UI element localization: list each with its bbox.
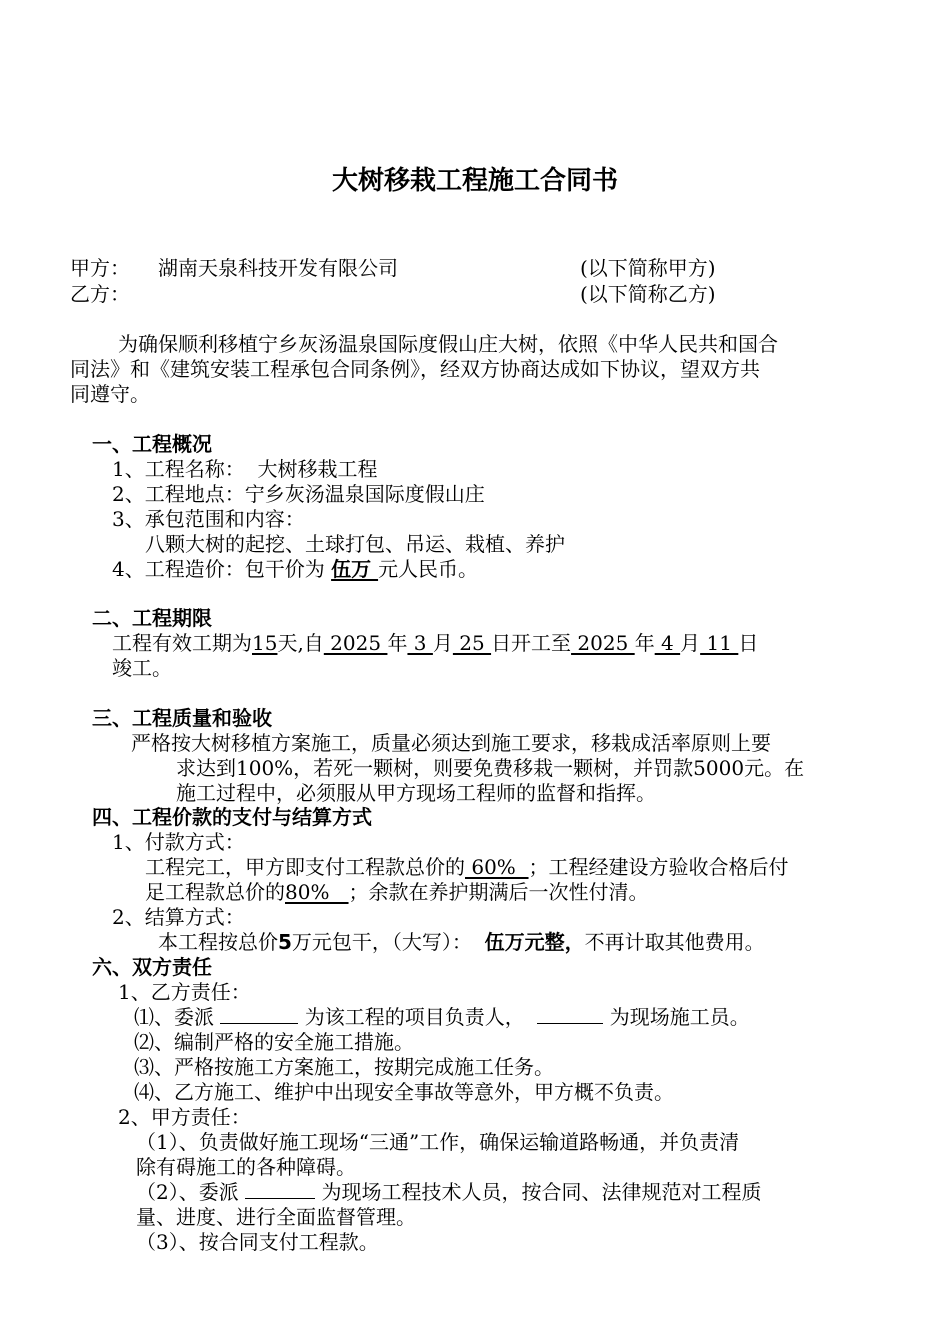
party-a-note: (以下简称甲方) <box>580 256 716 280</box>
project-manager-blank[interactable] <box>220 1005 298 1024</box>
duty-a2-suffix: 为现场工程技术人员，按合同、法律规范对工程质 <box>315 1180 762 1204</box>
site-worker-blank[interactable] <box>537 1005 603 1024</box>
payment-1-percent: 60% <box>465 855 529 879</box>
section-3-line-1: 严格按大树移植方案施工，质量必须达到施工要求，移栽成活率原则上要 <box>131 731 771 755</box>
section-1-item-4 <box>112 557 478 581</box>
start-day: 25 <box>452 631 492 655</box>
party-b-duty-4: ⑷、乙方施工、维护中出现安全事故等意外，甲方概不负责。 <box>134 1080 674 1104</box>
section-1-item-1: 1、工程名称： 大树移栽工程 <box>112 457 378 481</box>
section-4-heading: 四、工程价款的支付与结算方式 <box>92 805 372 829</box>
price-suffix: 元人民币。 <box>378 557 479 581</box>
preamble-line-2: 同法》和《建筑安装工程承包合同条例》，经双方协商达成如下协议，望双方共 <box>70 357 760 381</box>
preamble-line-1: 为确保顺利移植宁乡灰汤温泉国际度假山庄大树，依照《中华人民共和国合 <box>118 332 778 356</box>
party-b-note: (以下简称乙方) <box>580 282 716 306</box>
start-month: 3 <box>407 631 433 655</box>
period-text-7: 月 <box>680 631 701 655</box>
payment-1-prefix: 工程完工，甲方即支付工程款总价的 <box>145 855 465 879</box>
period-text-5: 日开工至 <box>491 631 572 655</box>
settlement-number: 5 <box>278 930 292 954</box>
section-1-item-3-detail: 八颗大树的起挖、土球打包、吊运、栽植、养护 <box>145 532 565 556</box>
section-2-period <box>112 631 758 655</box>
settlement-suffix: 不再计取其他费用。 <box>584 930 765 954</box>
settlement-label: 2、结算方式： <box>112 905 245 929</box>
party-a-duty-3: （3）、按合同支付工程款。 <box>136 1230 379 1254</box>
section-2-line-2: 竣工。 <box>112 656 172 680</box>
start-year: 2025 <box>323 631 388 655</box>
section-6-heading: 六、双方责任 <box>92 955 212 979</box>
price-prefix: 4、工程造价：包干价为 <box>112 557 332 581</box>
settlement-amount-words: 伍万元整， <box>484 930 585 954</box>
section-3-line-3: 施工过程中，必须服从甲方现场工程师的监督和指挥。 <box>176 781 656 805</box>
payment-label: 1、付款方式： <box>112 830 245 854</box>
payment-line-1 <box>145 855 789 879</box>
settlement-line <box>158 930 765 954</box>
end-year: 2025 <box>571 631 635 655</box>
period-text-8: 日 <box>738 631 759 655</box>
payment-2-prefix: 足工程款总价的 <box>145 880 285 904</box>
section-1-heading: 一、工程概况 <box>92 432 212 456</box>
settlement-mid: 万元包干，（大写）： <box>291 930 485 954</box>
preamble-line-3: 同遵守。 <box>70 382 150 406</box>
period-text-3: 年 <box>387 631 408 655</box>
duty-b1-mid: 为该工程的项目负责人， <box>298 1005 538 1029</box>
payment-2-percent: 80% <box>285 880 349 904</box>
party-b-duty-label: 1、乙方责任： <box>118 980 251 1004</box>
party-b-duty-2: ⑵、编制严格的安全施工措施。 <box>134 1030 414 1054</box>
period-text-4: 月 <box>432 631 453 655</box>
payment-2-suffix: ；余款在养护期满后一次性付清。 <box>348 880 649 904</box>
settlement-prefix: 本工程按总价 <box>158 930 278 954</box>
section-1-item-2: 2、工程地点：宁乡灰汤温泉国际度假山庄 <box>112 482 485 506</box>
party-a-duty-1-line-2: 除有碍施工的各种障碍。 <box>136 1155 356 1179</box>
payment-line-2 <box>145 880 649 904</box>
section-1-item-3: 3、承包范围和内容： <box>112 507 305 531</box>
technical-staff-blank[interactable] <box>245 1180 315 1199</box>
duty-b1-prefix: ⑴、委派 <box>134 1005 221 1029</box>
party-b-label: 乙方： <box>70 282 130 306</box>
party-a-name: 湖南天泉科技开发有限公司 <box>158 256 398 280</box>
period-text-1: 工程有效工期为 <box>112 631 252 655</box>
end-month: 4 <box>654 631 681 655</box>
party-a-duty-2-line-1 <box>136 1180 761 1204</box>
section-2-heading: 二、工程期限 <box>92 606 212 630</box>
party-a-duty-label: 2、甲方责任： <box>118 1105 251 1129</box>
section-3-line-2: 求达到100%，若死一颗树，则要免费移栽一颗树，并罚款5000元。在 <box>176 756 805 780</box>
party-b-duty-1 <box>134 1005 750 1029</box>
party-b-duty-3: ⑶、严格按施工方案施工，按期完成施工任务。 <box>134 1055 554 1079</box>
payment-1-suffix: ；工程经建设方验收合格后付 <box>528 855 789 879</box>
duty-a2-prefix: （2）、委派 <box>136 1180 246 1204</box>
section-3-heading: 三、工程质量和验收 <box>92 706 272 730</box>
party-a-label: 甲方： <box>70 256 130 280</box>
party-a-duty-1-line-1: （1）、负责做好施工现场“三通”工作，确保运输道路畅通，并负责清 <box>136 1130 740 1154</box>
duty-b1-suffix: 为现场施工员。 <box>603 1005 750 1029</box>
period-text-2: 天,自 <box>277 631 324 655</box>
period-text-6: 年 <box>634 631 655 655</box>
period-days: 15 <box>252 631 278 655</box>
end-day: 11 <box>700 631 739 655</box>
price-amount: 伍万 <box>331 557 379 581</box>
party-a-duty-2-line-2: 量、进度、进行全面监督管理。 <box>136 1205 416 1229</box>
contract-title: 大树移栽工程施工合同书 <box>331 166 618 196</box>
